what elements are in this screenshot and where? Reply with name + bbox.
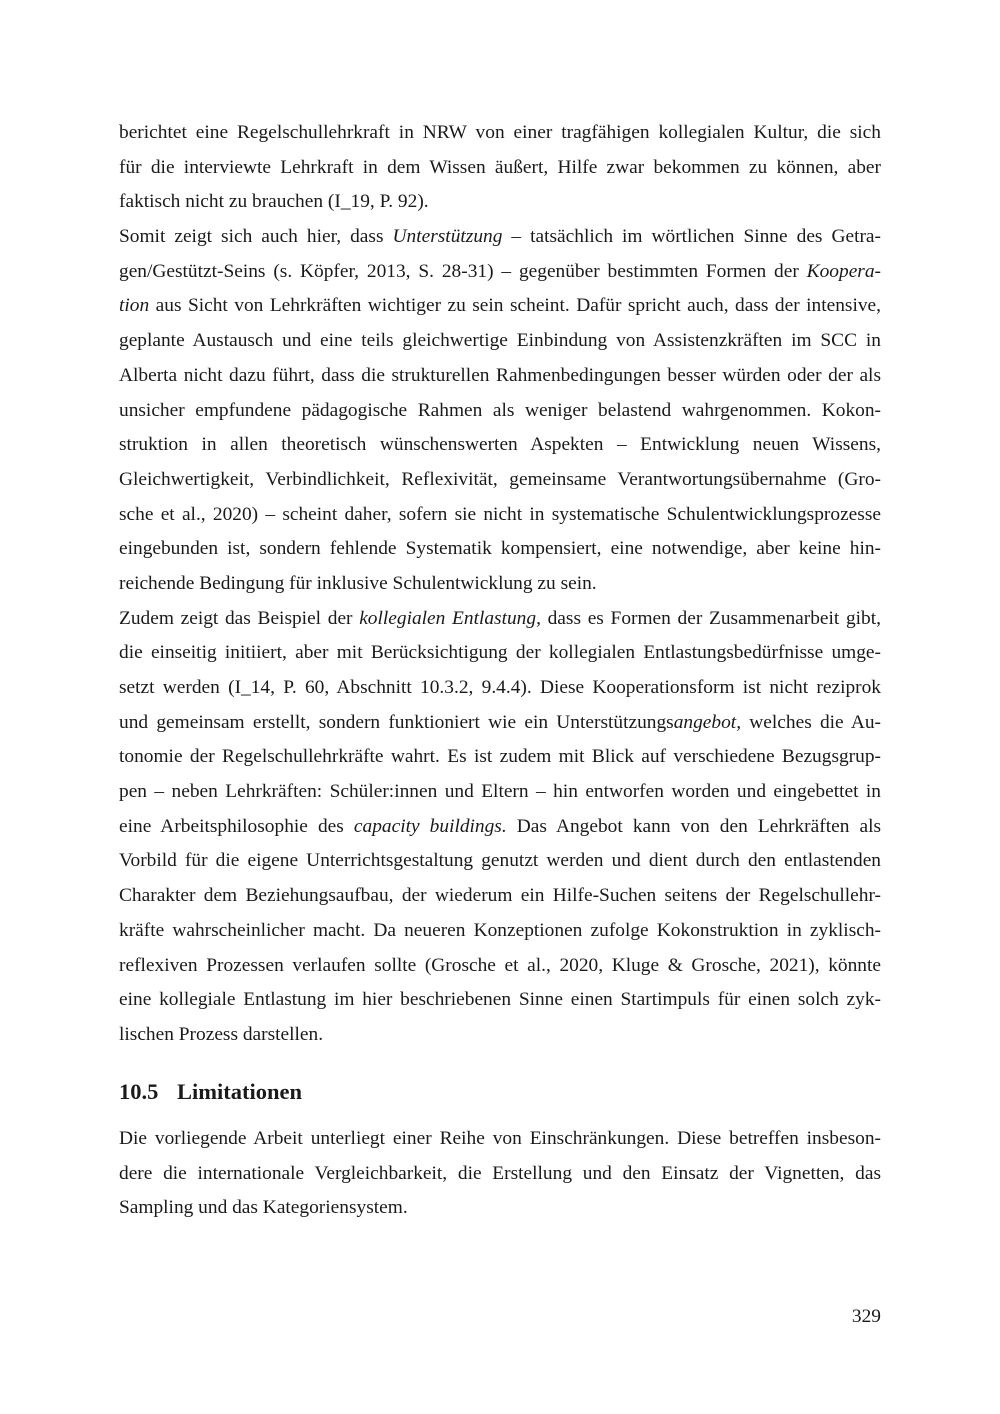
text-span: – tatsächlich im wörtlichen Sinne des Getra- bbox=[502, 226, 881, 248]
paragraph-2-line bbox=[119, 220, 881, 255]
paragraph-3-line: die einseitig initiiert, aber mit Berücksichtigung der kollegialen Entlastungsbedürfnisse umge- bbox=[119, 642, 881, 664]
text-span: Zudem zeigt das Beispiel der bbox=[119, 607, 360, 629]
paragraph-2-line: Gleichwertigkeit, Verbindlichkeit, Reflexivität, gemeinsame Verantwortungsübernahme (Gro- bbox=[119, 468, 881, 490]
section-number: 10.5 bbox=[119, 1079, 159, 1104]
paragraph-2-line: geplante Austausch und eine teils gleichwertige Einbindung von Assistenzkräften im SCC in bbox=[119, 330, 881, 352]
italic-term: tion bbox=[119, 295, 150, 317]
italic-term: capacity buildings. bbox=[353, 815, 507, 837]
paragraph-3-line bbox=[119, 706, 881, 741]
italic-term: angebot, bbox=[673, 711, 742, 733]
paragraph-3-line bbox=[119, 602, 881, 637]
paragraph-2-line: eingebunden ist, sondern fehlende Systematik kompensiert, eine notwendige, aber keine hin- bbox=[119, 538, 881, 560]
paragraph-3-line: kräfte wahrscheinlicher macht. Da neueren Konzeptionen zufolge Kokonstruktion in zyklisch- bbox=[119, 919, 881, 941]
paragraph-2-line: unsicher empfundene pädagogische Rahmen als weniger belastend wahrgenommen. Kokon- bbox=[119, 399, 881, 421]
italic-term: kollegialen Entlastung, bbox=[359, 607, 541, 629]
section-paragraph-line: Sampling und das Kategoriensystem. bbox=[119, 1197, 408, 1219]
text-span: und gemeinsam erstellt, sondern funktioniert wie ein Unterstützungs bbox=[119, 711, 674, 733]
italic-term: Koopera- bbox=[806, 260, 881, 282]
text-span: welches die Au- bbox=[741, 711, 881, 733]
paragraph-2-line: struktion in allen theoretisch wünschenswerten Aspekten – Entwicklung neuen Wissens, bbox=[119, 434, 881, 456]
text-span: eine Arbeitsphilosophie des bbox=[119, 815, 354, 837]
paragraph-3-line: eine kollegiale Entlastung im hier beschriebenen Sinne einen Startimpuls für einen solch zyk- bbox=[119, 989, 881, 1011]
paragraph-2-line: Alberta nicht dazu führt, dass die strukturellen Rahmenbedingungen besser würden oder der als bbox=[119, 364, 881, 386]
section-title: Limitationen bbox=[177, 1079, 303, 1104]
paragraph-1-line: für die interviewte Lehrkraft in dem Wissen äußert, Hilfe zwar bekommen zu können, aber bbox=[119, 156, 881, 178]
text-span: dass es Formen der Zusammenarbeit gibt, bbox=[540, 607, 881, 629]
section-paragraph-line: Die vorliegende Arbeit unterliegt einer Reihe von Einschränkungen. Diese betreffen insbeson- bbox=[119, 1128, 881, 1149]
paragraph-2-line: sche et al., 2020) – scheint daher, sofern sie nicht in systematische Schulentwicklungsprozesse bbox=[119, 503, 881, 525]
paragraph-3-line: pen – neben Lehrkräften: Schüler:innen und Eltern – hin entworfen worden und eingebettet in bbox=[119, 781, 881, 803]
text-span: Das Angebot kann von den Lehrkräften als bbox=[506, 815, 882, 837]
paragraph-1-line: faktisch nicht zu brauchen (I_19, P. 92). bbox=[119, 191, 429, 213]
paragraph-2-line: reichende Bedingung für inklusive Schulentwicklung zu sein. bbox=[119, 572, 597, 594]
paragraph-3-line: Vorbild für die eigene Unterrichtsgestaltung genutzt werden und dient durch den entlastenden bbox=[119, 850, 881, 872]
text-span: Somit zeigt sich auch hier, dass bbox=[119, 226, 393, 248]
paragraph-3-line: Charakter dem Beziehungsaufbau, der wiederum ein Hilfe-Suchen seitens der Regelschullehr- bbox=[119, 885, 881, 907]
paragraph-3-line: reflexiven Prozessen verlaufen sollte (Grosche et al., 2020, Kluge & Grosche, 2021), könnte bbox=[119, 954, 881, 976]
section-heading bbox=[119, 1075, 302, 1109]
paragraph-3-line bbox=[119, 810, 881, 845]
paragraph-3-line: lischen Prozess darstellen. bbox=[119, 1023, 324, 1045]
body-text bbox=[119, 116, 881, 1053]
section-paragraph-line: dere die internationale Vergleichbarkeit, die Erstellung und den Einsatz der Vignetten, das bbox=[119, 1162, 881, 1184]
text-span: gen/Gestützt-Seins (s. Köpfer, 2013, S. 28-31) – gegenüber bestimmten Formen der bbox=[119, 260, 807, 282]
paragraph-2-line bbox=[119, 255, 881, 290]
paragraph-2-line bbox=[119, 289, 881, 324]
paragraph-3-line: tonomie der Regelschullehrkräfte wahrt. Es ist zudem mit Blick auf verschiedene Bezugsgrup- bbox=[119, 746, 881, 768]
paragraph-3-line: setzt werden (I_14, P. 60, Abschnitt 10.3.2, 9.4.4). Diese Kooperationsform ist nicht reziprok bbox=[119, 677, 881, 698]
italic-term: Unterstützung bbox=[392, 226, 503, 248]
page-number: 329 bbox=[851, 1306, 881, 1327]
section-paragraph bbox=[119, 1122, 881, 1226]
paragraph-1-line: berichtet eine Regelschullehrkraft in NRW von einer tragfähigen kollegialen Kultur, die sich bbox=[119, 122, 881, 143]
text-span: aus Sicht von Lehrkräften wichtiger zu sein scheint. Dafür spricht auch, dass der intensive, bbox=[149, 295, 881, 317]
